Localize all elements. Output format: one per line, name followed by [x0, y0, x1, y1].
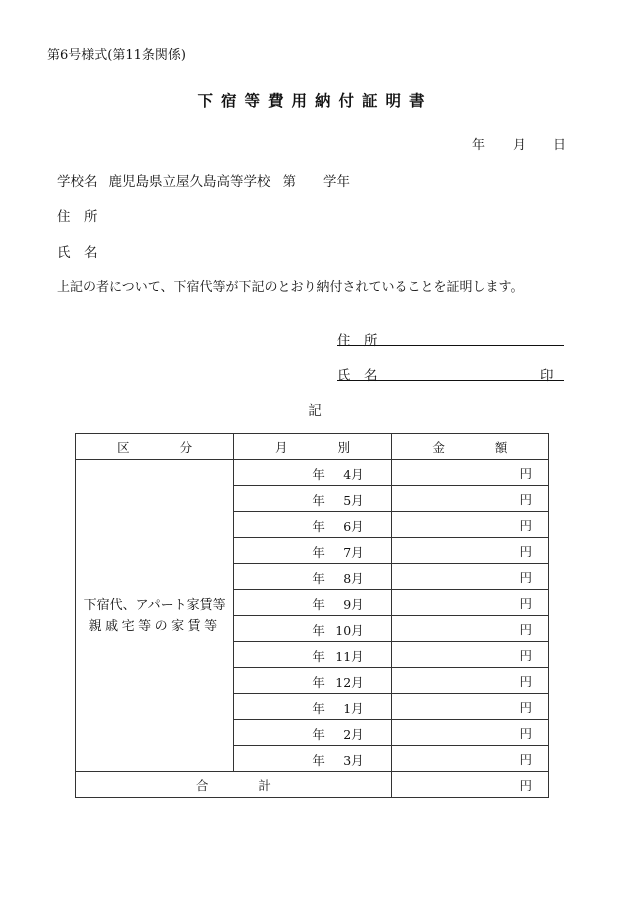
school-label: 学校名 [57, 174, 98, 190]
amount-cell: 円 [391, 746, 548, 772]
month-cell [234, 460, 391, 486]
month-label: 8月 [343, 571, 364, 586]
amount-cell: 円 [391, 512, 548, 538]
month-cell [234, 642, 391, 668]
seal-mark: 印 [540, 368, 554, 384]
student-address-label: 住 所 [57, 209, 98, 225]
grade-suffix: 学年 [323, 174, 350, 190]
year-label: 年 [312, 649, 325, 664]
table-row [76, 460, 549, 486]
month-cell [234, 486, 391, 512]
month-label: 12月 [335, 675, 364, 690]
month-cell [234, 616, 391, 642]
amount-cell: 円 [391, 564, 548, 590]
month-label: 5月 [343, 493, 364, 508]
month-cell [234, 694, 391, 720]
ki-heading: 記 [308, 403, 322, 419]
certifier-address-line [337, 345, 564, 346]
grade-prefix: 第 [282, 174, 296, 190]
total-amount-cell: 円 [391, 772, 548, 798]
year-label: 年 [312, 493, 325, 508]
student-name-label: 氏 名 [57, 245, 98, 261]
year-label: 年 [312, 597, 325, 612]
month-label: 7月 [343, 545, 364, 560]
month-label: 9月 [343, 597, 364, 612]
form-number: 第6号様式(第11条関係) [47, 48, 186, 63]
school-name: 鹿児島県立屋久島高等学校 [108, 174, 271, 190]
year-label: 年 [312, 701, 325, 716]
amount-cell: 円 [391, 694, 548, 720]
year-label: 年 [312, 727, 325, 742]
date-year: 年 [472, 138, 486, 153]
certifier-name-line [337, 380, 564, 381]
document-title: 下宿等費用納付証明書 [197, 91, 433, 110]
month-cell [234, 564, 391, 590]
month-cell [234, 746, 391, 772]
month-label: 10月 [335, 623, 364, 638]
month-cell [234, 720, 391, 746]
month-label: 11月 [335, 649, 364, 664]
month-label: 1月 [343, 701, 364, 716]
date-month: 月 [513, 138, 527, 153]
amount-cell: 円 [391, 590, 548, 616]
amount-cell: 円 [391, 460, 548, 486]
year-label: 年 [312, 545, 325, 560]
certification-statement: 上記の者について、下宿代等が下記のとおり納付されていることを証明します。 [57, 280, 524, 295]
month-cell [234, 538, 391, 564]
category-line-2: 親戚宅等の家賃等 [88, 618, 221, 634]
amount-cell: 円 [391, 538, 548, 564]
month-label: 4月 [343, 467, 364, 482]
table-body [76, 460, 549, 798]
certifier-name-label: 氏 名 [337, 368, 378, 384]
header-amount: 金 額 [391, 434, 548, 460]
month-label: 2月 [343, 727, 364, 742]
certifier-address-label: 住 所 [337, 333, 378, 349]
month-cell [234, 512, 391, 538]
amount-cell: 円 [391, 616, 548, 642]
table-header-row [76, 434, 549, 460]
total-row [76, 772, 549, 798]
category-line-1: 下宿代、アパート家賃等 [83, 597, 226, 613]
year-label: 年 [312, 571, 325, 586]
category-cell [76, 460, 234, 772]
payment-table [75, 433, 549, 798]
total-label: 合 計 [76, 772, 392, 798]
school-line [57, 170, 350, 190]
month-cell [234, 668, 391, 694]
year-label: 年 [312, 623, 325, 638]
header-category: 区 分 [76, 434, 234, 460]
amount-cell: 円 [391, 642, 548, 668]
year-label: 年 [312, 753, 325, 768]
amount-cell: 円 [391, 720, 548, 746]
month-label: 6月 [343, 519, 364, 534]
header-month: 月 別 [234, 434, 391, 460]
month-cell [234, 590, 391, 616]
year-label: 年 [312, 519, 325, 534]
year-label: 年 [312, 675, 325, 690]
year-label: 年 [312, 467, 325, 482]
amount-cell: 円 [391, 486, 548, 512]
month-label: 3月 [343, 753, 364, 768]
amount-cell: 円 [391, 668, 548, 694]
date-day: 日 [553, 138, 567, 153]
